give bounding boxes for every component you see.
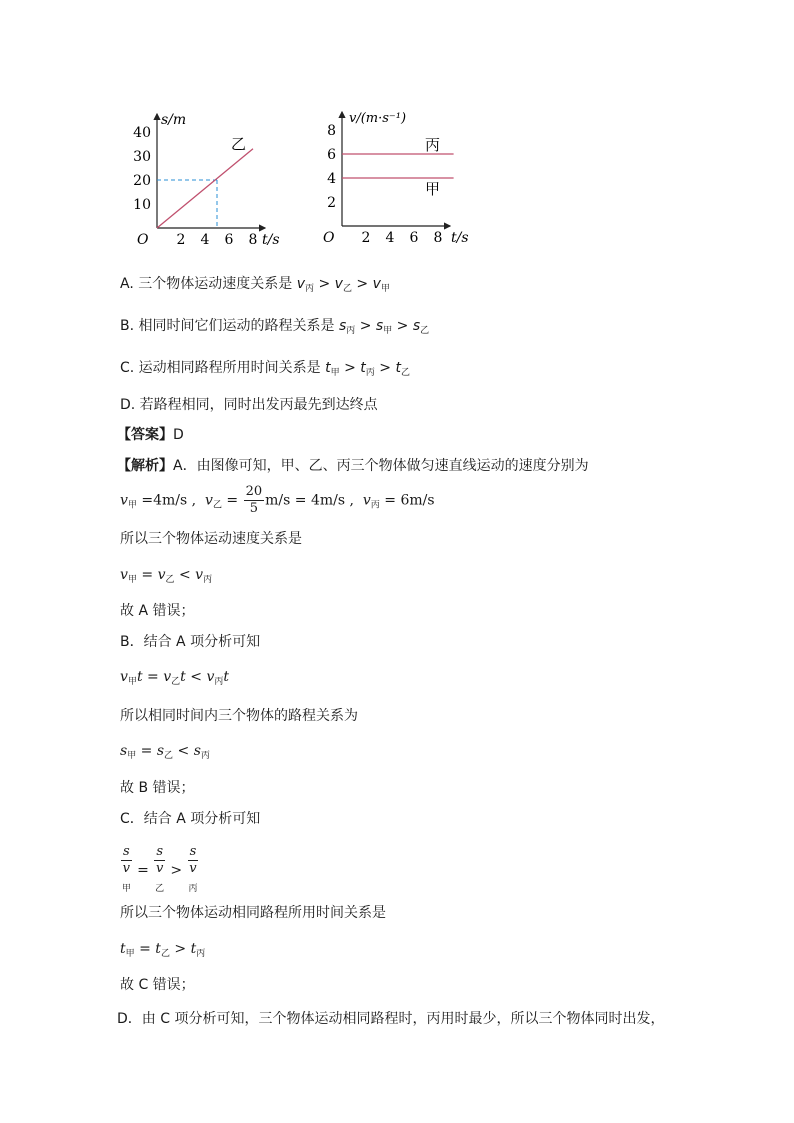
distance-relation-formula: $s_甲 = s_乙 < s_丙$ [120, 743, 210, 761]
vt-ytick-8: 8 [327, 123, 336, 139]
analysis-c-intro: C．结合 A 项分析可知 [120, 811, 261, 827]
vt-ytick-2: 2 [327, 195, 336, 211]
st-origin: O [137, 232, 149, 248]
vt-xtick-2: 2 [361, 230, 371, 246]
v-yi-value: m/s = 4m/s [265, 492, 346, 509]
vt-xtick-6: 6 [409, 230, 419, 246]
time-relation-text: 所以三个物体运动相同路程所用时间关系是 [120, 905, 386, 921]
vt-graph [315, 106, 480, 250]
st-xtick-6: 6 [224, 232, 234, 248]
v-bing-value: = 6m/s [384, 492, 435, 509]
speed-formulas: $v_甲 =4m/s$ , $v_乙$ = $\frac{20}{5}$ m/s = 4m/s , $v_丙 = 6m/s$ [120, 484, 435, 516]
answer [117, 426, 184, 444]
vt-line-label-bing: 丙 [425, 136, 441, 154]
v-jia-value: =4m/s [141, 492, 188, 509]
distance-relation-text: 所以相同时间内三个物体的路程关系为 [120, 708, 358, 724]
vt-y-label: v/(m·s⁻¹) [349, 111, 407, 126]
analysis-a-intro [117, 457, 589, 475]
st-xtick-4: 4 [200, 232, 210, 248]
option-c-text: C. 运动相同路程所用时间关系是 [120, 360, 321, 376]
answer-value: D [173, 427, 184, 443]
c-wrong: 故 C 错误； [120, 977, 195, 993]
st-ytick-20: 20 [133, 173, 151, 189]
vt-origin: O [323, 230, 335, 246]
st-y-label: s/m [161, 112, 187, 128]
analysis-a-text: A．由图像可知，甲、乙、丙三个物体做匀速直线运动的速度分别为 [173, 458, 589, 474]
st-line-label: 乙 [231, 135, 247, 153]
option-a: A. 三个物体运动速度关系是 $v_丙 > v_乙 > v_甲$ [120, 276, 390, 294]
fraction-20-5: $\frac{20}{5}$ [245, 484, 263, 516]
speed-relation-text: 所以三个物体运动速度关系是 [120, 531, 302, 547]
st-graph [125, 108, 295, 250]
c-formula: s v $_甲$ = s v $_乙$ > s v $_丙$ [121, 844, 198, 894]
vt-xtick-4: 4 [385, 230, 395, 246]
st-xtick-8: 8 [248, 232, 258, 248]
analysis-label: 【解析】 [117, 458, 173, 474]
a-wrong: 故 A 错误； [120, 603, 195, 619]
vt-ytick-4: 4 [327, 171, 336, 187]
vt-xtick-8: 8 [433, 230, 443, 246]
option-a-text: A. 三个物体运动速度关系是 [120, 276, 293, 292]
speed-relation-formula: $v_甲 = v_乙 < v_丙$ [120, 567, 213, 585]
st-xtick-2: 2 [176, 232, 186, 248]
st-line-yi [157, 149, 253, 228]
vt-line-label-jia: 甲 [425, 180, 441, 198]
time-relation-formula: $t_甲 = t_乙 > t_丙$ [120, 941, 206, 959]
option-b: B. 相同时间它们运动的路程关系是 $s_丙 > s_甲 > s_乙$ [120, 318, 430, 336]
st-x-label: t/s [262, 232, 280, 248]
answer-label: 【答案】 [117, 427, 173, 443]
analysis-d-intro: D．由 C 项分析可知，三个物体运动相同路程时，丙用时最少，所以三个物体同时出发， [117, 1011, 665, 1027]
b-wrong: 故 B 错误； [120, 780, 195, 796]
b-formula: $v_甲t = v_乙t < v_丙t$ [120, 669, 230, 687]
vt-ytick-6: 6 [327, 147, 336, 163]
vt-x-label: t/s [451, 230, 469, 246]
option-d: D. 若路程相同，同时出发丙最先到达终点 [120, 397, 378, 413]
option-c: C. 运动相同路程所用时间关系是 $t_甲 > t_丙 > t_乙$ [120, 360, 410, 378]
analysis-b-intro: B．结合 A 项分析可知 [120, 634, 261, 650]
option-b-text: B. 相同时间它们运动的路程关系是 [120, 318, 335, 334]
st-ytick-40: 40 [133, 125, 151, 141]
st-ytick-10: 10 [133, 197, 151, 213]
st-ytick-30: 30 [133, 149, 151, 165]
